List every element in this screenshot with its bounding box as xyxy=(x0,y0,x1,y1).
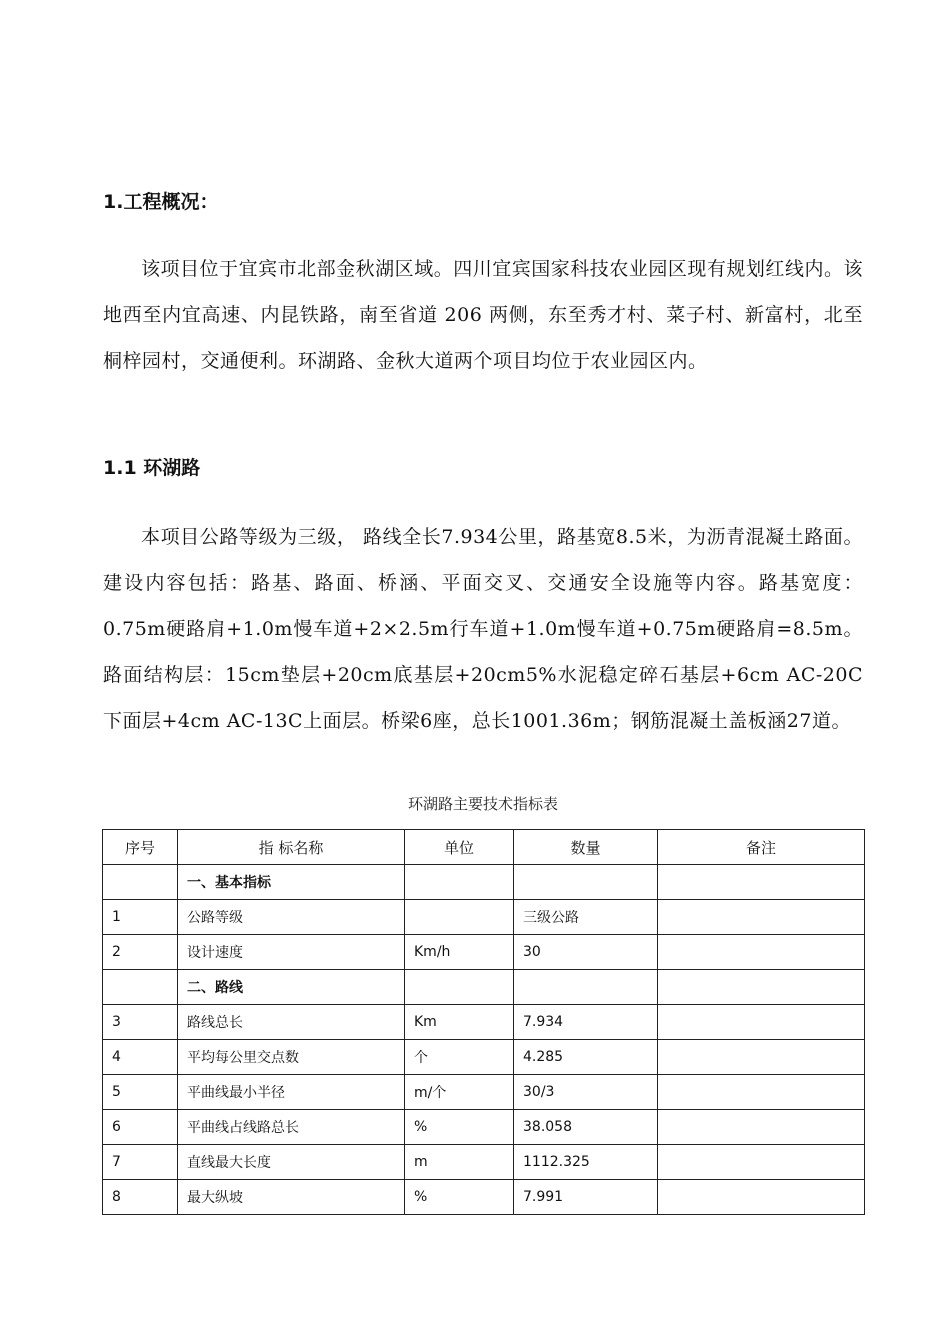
table-row xyxy=(103,1075,865,1110)
technical-indicators-table xyxy=(102,829,865,1215)
header-cell-note: 备注 xyxy=(658,830,865,865)
table-caption: 环湖路主要技术指标表 xyxy=(407,795,558,813)
cell-unit: m/个 xyxy=(405,1075,514,1110)
table-row xyxy=(103,900,865,935)
table-row xyxy=(103,935,865,970)
cell-name: 平曲线最小半径 xyxy=(178,1075,405,1110)
cell-no: 2 xyxy=(103,935,178,970)
cell-no: 3 xyxy=(103,1005,178,1040)
cell-note xyxy=(658,1180,865,1215)
cell-quantity: 三级公路 xyxy=(514,900,658,935)
table-row xyxy=(103,1005,865,1040)
cell-unit: % xyxy=(405,1110,514,1145)
table-row xyxy=(103,970,865,1005)
cell-note xyxy=(658,935,865,970)
huanhu-road-paragraph: 本项目公路等级为三级， 路线全长7.934公里，路基宽8.5米，为沥青混凝土路面。建设内容包括：路基、路面、桥涵、平面交叉、交通安全设施等内容。路基宽度：0.75m硬路肩+1.0m慢车道+2×2.5m行车道+1.0m慢车道+0.75m硬路肩=8.5m。路面结构层：15cm垫层+20cm底基层+20cm5%水泥稳定碎石基层+6cm AC-20C下面层+4cm AC-13C上面层。桥梁6座，总长1001.36m；钢筋混凝土盖板涵27道。 xyxy=(103,526,863,732)
cell-quantity: 30/3 xyxy=(514,1075,658,1110)
cell-quantity: 1112.325 xyxy=(514,1145,658,1180)
cell-note xyxy=(658,970,865,1005)
cell-quantity: 7.934 xyxy=(514,1005,658,1040)
cell-unit xyxy=(405,900,514,935)
cell-no: 8 xyxy=(103,1180,178,1215)
cell-quantity xyxy=(514,970,658,1005)
cell-unit: m xyxy=(405,1145,514,1180)
header-cell-name: 指 标名称 xyxy=(178,830,405,865)
cell-note xyxy=(658,900,865,935)
header-cell-quantity: 数量 xyxy=(514,830,658,865)
table-row xyxy=(103,1040,865,1075)
cell-no: 4 xyxy=(103,1040,178,1075)
table-row xyxy=(103,865,865,900)
cell-name: 设计速度 xyxy=(178,935,405,970)
cell-name: 最大纵坡 xyxy=(178,1180,405,1215)
table-header-row xyxy=(103,830,865,865)
table-row xyxy=(103,1180,865,1215)
cell-quantity: 4.285 xyxy=(514,1040,658,1075)
cell-name: 直线最大长度 xyxy=(178,1145,405,1180)
cell-name: 平曲线占线路总长 xyxy=(178,1110,405,1145)
cell-name: 一、基本指标 xyxy=(178,865,405,900)
cell-name: 二、路线 xyxy=(178,970,405,1005)
section-heading-huanhu-road: 1.1 环湖路 xyxy=(103,457,201,479)
cell-unit xyxy=(405,970,514,1005)
cell-name: 路线总长 xyxy=(178,1005,405,1040)
cell-quantity: 7.991 xyxy=(514,1180,658,1215)
cell-note xyxy=(658,865,865,900)
cell-quantity: 38.058 xyxy=(514,1110,658,1145)
cell-no xyxy=(103,970,178,1005)
cell-note xyxy=(658,1005,865,1040)
overview-paragraph: 该项目位于宜宾市北部金秋湖区域。四川宜宾国家科技农业园区现有规划红线内。该地西至内宜高速、内昆铁路，南至省道 206 两侧，东至秀才村、菜子村、新富村，北至桐梓园村，交通便利。环湖路、金秋大道两个项目均位于农业园区内。 xyxy=(103,258,863,372)
table-row xyxy=(103,1110,865,1145)
cell-name: 公路等级 xyxy=(178,900,405,935)
cell-unit: % xyxy=(405,1180,514,1215)
cell-note xyxy=(658,1110,865,1145)
cell-note xyxy=(658,1145,865,1180)
table-row xyxy=(103,1145,865,1180)
cell-no: 5 xyxy=(103,1075,178,1110)
cell-no: 6 xyxy=(103,1110,178,1145)
cell-note xyxy=(658,1075,865,1110)
section-heading-overview: 1.工程概况： xyxy=(103,191,219,213)
cell-no: 1 xyxy=(103,900,178,935)
cell-unit: Km/h xyxy=(405,935,514,970)
cell-quantity xyxy=(514,865,658,900)
cell-unit: 个 xyxy=(405,1040,514,1075)
cell-unit xyxy=(405,865,514,900)
cell-no xyxy=(103,865,178,900)
cell-name: 平均每公里交点数 xyxy=(178,1040,405,1075)
header-cell-no: 序号 xyxy=(103,830,178,865)
cell-unit: Km xyxy=(405,1005,514,1040)
header-cell-unit: 单位 xyxy=(405,830,514,865)
cell-no: 7 xyxy=(103,1145,178,1180)
cell-note xyxy=(658,1040,865,1075)
cell-quantity: 30 xyxy=(514,935,658,970)
